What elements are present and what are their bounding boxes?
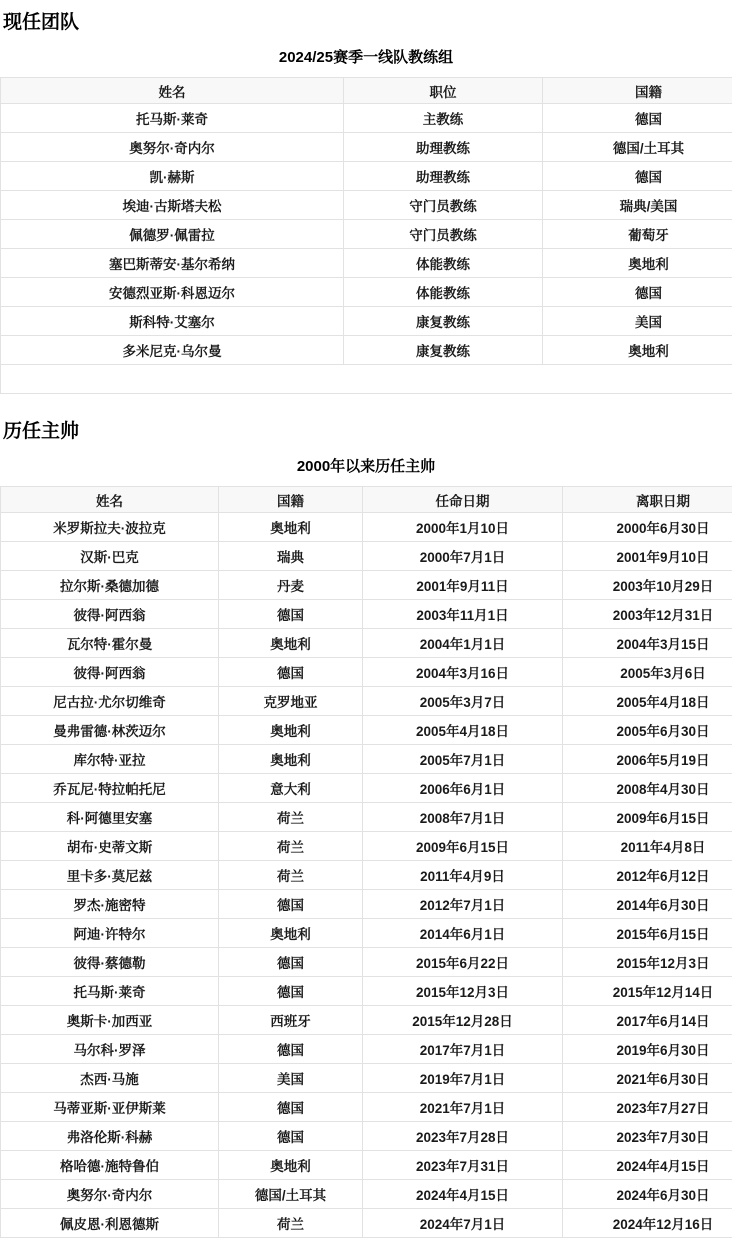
column-header: 姓名 (1, 78, 344, 104)
table-cell: 多米尼克·乌尔曼 (1, 336, 344, 365)
table-row (1, 890, 732, 919)
table-cell: 科·阿德里安塞 (1, 803, 219, 832)
table-cell: 2005年4月18日 (563, 687, 732, 716)
table-cell: 2009年6月15日 (563, 803, 732, 832)
table-cell: 德国 (543, 104, 732, 133)
table-cell: 2009年6月15日 (363, 832, 563, 861)
table-cell: 守门员教练 (344, 191, 543, 220)
table-cell: 2024年4月15日 (563, 1151, 732, 1180)
table-cell: 荷兰 (219, 803, 363, 832)
table-row (1, 1064, 732, 1093)
table-cell: 意大利 (219, 774, 363, 803)
table-row (1, 977, 732, 1006)
column-header: 姓名 (1, 487, 219, 513)
head-coaches-table (0, 486, 732, 1238)
table-cell: 2023年7月28日 (363, 1122, 563, 1151)
table-cell: 2005年4月18日 (363, 716, 563, 745)
table-cell: 曼弗雷德·林茨迈尔 (1, 716, 219, 745)
table-cell: 德国 (219, 1093, 363, 1122)
table-row (1, 861, 732, 890)
table-cell: 葡萄牙 (543, 220, 732, 249)
table-cell: 德国 (543, 162, 732, 191)
table-row (1, 307, 732, 336)
table-cell: 德国/土耳其 (543, 133, 732, 162)
table-cell: 西班牙 (219, 1006, 363, 1035)
table-row (1, 745, 732, 774)
table-cell: 康复教练 (344, 307, 543, 336)
table-cell: 2021年7月1日 (363, 1093, 563, 1122)
table-row (1, 513, 732, 542)
table-cell: 拉尔斯·桑德加德 (1, 571, 219, 600)
table-row (1, 658, 732, 687)
table-cell: 2008年4月30日 (563, 774, 732, 803)
table-cell: 2011年4月9日 (363, 861, 563, 890)
current-team-section (0, 0, 732, 394)
table-cell: 德国 (219, 948, 363, 977)
table-cell: 助理教练 (344, 133, 543, 162)
table-cell: 奥地利 (219, 716, 363, 745)
table-cell: 2015年12月3日 (363, 977, 563, 1006)
table-row (1, 774, 732, 803)
table-cell: 助理教练 (344, 162, 543, 191)
table-cell: 2000年1月10日 (363, 513, 563, 542)
table-cell: 2011年4月8日 (563, 832, 732, 861)
table-cell: 瑞典/美国 (543, 191, 732, 220)
table-cell: 阿迪·许特尔 (1, 919, 219, 948)
table-cell: 德国 (219, 977, 363, 1006)
table-cell: 奥努尔·奇内尔 (1, 1180, 219, 1209)
table-cell: 彼得·阿西翁 (1, 658, 219, 687)
table-row (1, 687, 732, 716)
column-header: 国籍 (543, 78, 732, 104)
table-cell: 克罗地亚 (219, 687, 363, 716)
table-cell: 2004年1月1日 (363, 629, 563, 658)
table-cell: 托马斯·莱奇 (1, 977, 219, 1006)
table-cell: 尼古拉·尤尔切维奇 (1, 687, 219, 716)
table-cell: 2012年7月1日 (363, 890, 563, 919)
column-header: 职位 (344, 78, 543, 104)
table-cell: 2005年3月6日 (563, 658, 732, 687)
table-cell: 美国 (219, 1064, 363, 1093)
table-cell: 2014年6月30日 (563, 890, 732, 919)
table-cell: 马尔科·罗泽 (1, 1035, 219, 1064)
table-cell: 托马斯·莱奇 (1, 104, 344, 133)
table-cell: 2023年7月27日 (563, 1093, 732, 1122)
table-cell: 奥地利 (543, 249, 732, 278)
table-cell: 奥地利 (219, 919, 363, 948)
table-cell: 2024年4月15日 (363, 1180, 563, 1209)
table-cell: 2004年3月16日 (363, 658, 563, 687)
table-row (1, 948, 732, 977)
table-cell: 美国 (543, 307, 732, 336)
table-row (1, 832, 732, 861)
table-cell: 奥地利 (219, 745, 363, 774)
table-cell: 荷兰 (219, 832, 363, 861)
table-row (1, 133, 732, 162)
table-cell: 埃迪·古斯塔夫松 (1, 191, 344, 220)
section-heading-head-coaches: 历任主帅 (3, 394, 732, 443)
table-cell: 2004年3月15日 (563, 629, 732, 658)
table-cell: 佩德罗·佩雷拉 (1, 220, 344, 249)
table-row (1, 542, 732, 571)
table-cell: 德国 (219, 1122, 363, 1151)
column-header: 任命日期 (363, 487, 563, 513)
table-row (1, 1035, 732, 1064)
table-cell: 里卡多·莫尼兹 (1, 861, 219, 890)
table-cell: 2021年6月30日 (563, 1064, 732, 1093)
table-row (1, 1180, 732, 1209)
table-cell: 2008年7月1日 (363, 803, 563, 832)
table-cell: 主教练 (344, 104, 543, 133)
table-row (1, 191, 732, 220)
table-cell: 彼得·蔡德勒 (1, 948, 219, 977)
table-cell: 2024年7月1日 (363, 1209, 563, 1238)
table-cell: 瓦尔特·霍尔曼 (1, 629, 219, 658)
table-cell: 2003年11月1日 (363, 600, 563, 629)
table-row (1, 629, 732, 658)
table-cell: 库尔特·亚拉 (1, 745, 219, 774)
table-cell: 塞巴斯蒂安·基尔希纳 (1, 249, 344, 278)
table-cell: 2006年5月19日 (563, 745, 732, 774)
table-cell: 2023年7月31日 (363, 1151, 563, 1180)
table-cell: 奥努尔·奇内尔 (1, 133, 344, 162)
table-cell: 2003年10月29日 (563, 571, 732, 600)
table-row (1, 919, 732, 948)
table-row (1, 1209, 732, 1238)
table-cell: 米罗斯拉夫·波拉克 (1, 513, 219, 542)
table-cell: 2000年7月1日 (363, 542, 563, 571)
table-row (1, 104, 732, 133)
table-cell: 荷兰 (219, 861, 363, 890)
table-cell: 2017年6月14日 (563, 1006, 732, 1035)
table-cell: 2015年12月3日 (563, 948, 732, 977)
table-row (1, 1122, 732, 1151)
table-cell: 乔瓦尼·特拉帕托尼 (1, 774, 219, 803)
section-heading-current-team: 现任团队 (3, 0, 732, 34)
table-row (1, 600, 732, 629)
table-cell: 奥地利 (219, 513, 363, 542)
table-cell: 安德烈亚斯·科恩迈尔 (1, 278, 344, 307)
table-cell: 格哈德·施特鲁伯 (1, 1151, 219, 1180)
table-cell: 德国 (219, 600, 363, 629)
table-cell: 德国 (543, 278, 732, 307)
table-row (1, 162, 732, 191)
table-cell: 2015年12月28日 (363, 1006, 563, 1035)
table-cell: 弗洛伦斯·科赫 (1, 1122, 219, 1151)
column-header: 离职日期 (563, 487, 732, 513)
head-coaches-table-caption: 2000年以来历任主帅 (0, 459, 732, 475)
table-cell: 德国 (219, 658, 363, 687)
table-row (1, 716, 732, 745)
table-row (1, 336, 732, 365)
table-cell: 体能教练 (344, 278, 543, 307)
header-row (1, 78, 732, 104)
table-cell: 瑞典 (219, 542, 363, 571)
table-cell: 丹麦 (219, 571, 363, 600)
table-cell: 奥地利 (219, 1151, 363, 1180)
coaching-staff-table-caption: 2024/25赛季一线队教练组 (0, 50, 732, 66)
table-cell: 罗杰·施密特 (1, 890, 219, 919)
table-cell: 胡布·史蒂文斯 (1, 832, 219, 861)
table-cell: 2017年7月1日 (363, 1035, 563, 1064)
table-cell: 2024年6月30日 (563, 1180, 732, 1209)
table-cell: 2019年7月1日 (363, 1064, 563, 1093)
table-cell: 2006年6月1日 (363, 774, 563, 803)
table-cell: 杰西·马施 (1, 1064, 219, 1093)
table-cell: 2005年6月30日 (563, 716, 732, 745)
table-cell: 2001年9月10日 (563, 542, 732, 571)
table-row (1, 571, 732, 600)
table-row (1, 220, 732, 249)
table-cell: 马蒂亚斯·亚伊斯莱 (1, 1093, 219, 1122)
table-cell: 汉斯·巴克 (1, 542, 219, 571)
table-cell: 2015年6月15日 (563, 919, 732, 948)
table-row (1, 1151, 732, 1180)
table-cell: 2001年9月11日 (363, 571, 563, 600)
table-cell: 奥斯卡·加西亚 (1, 1006, 219, 1035)
head-coach-history-section (0, 394, 732, 1238)
table-row (1, 249, 732, 278)
table-cell: 2024年12月16日 (563, 1209, 732, 1238)
table-cell: 彼得·阿西翁 (1, 600, 219, 629)
table-cell: 2000年6月30日 (563, 513, 732, 542)
table-row (1, 278, 732, 307)
table-cell: 佩皮恩·利恩德斯 (1, 1209, 219, 1238)
table-cell: 荷兰 (219, 1209, 363, 1238)
table-cell: 2023年7月30日 (563, 1122, 732, 1151)
table-cell: 康复教练 (344, 336, 543, 365)
table-cell: 2012年6月12日 (563, 861, 732, 890)
table-cell: 德国 (219, 890, 363, 919)
table-cell: 德国 (219, 1035, 363, 1064)
empty-footer-row (1, 365, 732, 394)
table-row (1, 1006, 732, 1035)
coaching-staff-table (0, 77, 732, 394)
header-row (1, 487, 732, 513)
column-header: 国籍 (219, 487, 363, 513)
table-cell: 斯科特·艾塞尔 (1, 307, 344, 336)
empty-cell (1, 365, 732, 394)
table-cell: 奥地利 (543, 336, 732, 365)
table-cell: 2015年6月22日 (363, 948, 563, 977)
table-cell: 2005年7月1日 (363, 745, 563, 774)
table-cell: 2003年12月31日 (563, 600, 732, 629)
table-cell: 体能教练 (344, 249, 543, 278)
table-cell: 德国/土耳其 (219, 1180, 363, 1209)
table-cell: 2014年6月1日 (363, 919, 563, 948)
table-cell: 凯·赫斯 (1, 162, 344, 191)
table-cell: 守门员教练 (344, 220, 543, 249)
table-cell: 2015年12月14日 (563, 977, 732, 1006)
table-cell: 2019年6月30日 (563, 1035, 732, 1064)
table-cell: 2005年3月7日 (363, 687, 563, 716)
table-row (1, 803, 732, 832)
table-cell: 奥地利 (219, 629, 363, 658)
table-row (1, 1093, 732, 1122)
